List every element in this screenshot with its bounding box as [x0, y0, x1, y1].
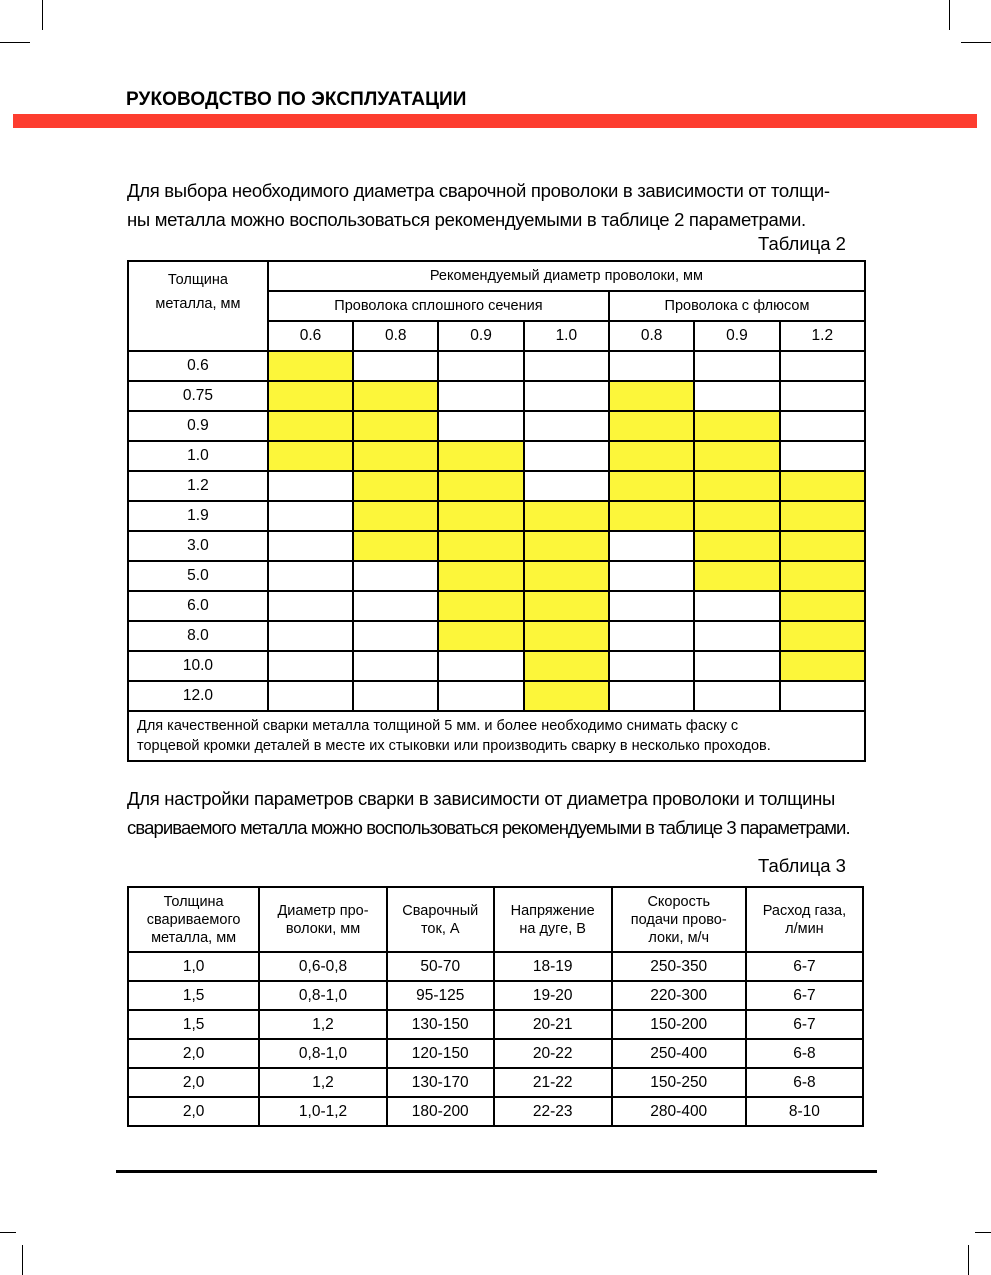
recommended-cell	[524, 621, 609, 651]
thickness-cell: 0.6	[128, 351, 268, 381]
header-accent-bar	[13, 114, 977, 128]
thickness-cell: 1.2	[128, 471, 268, 501]
empty-cell	[524, 471, 609, 501]
recommended-cell	[694, 471, 779, 501]
table3-cell: 280-400	[612, 1097, 746, 1126]
intro-line-1: Для выбора необходимого диаметра сварочной проволоки в зависимости от толщи-	[127, 180, 830, 201]
recommended-cell	[353, 471, 438, 501]
header-line: Диаметр про-	[277, 902, 369, 919]
table2-header-row-1	[128, 261, 865, 291]
table3-cell: 150-200	[612, 1010, 746, 1039]
diameter-header-cell: 0.9	[438, 321, 523, 351]
empty-cell	[353, 651, 438, 681]
table2-note-row	[128, 711, 865, 761]
recommended-cell	[438, 561, 523, 591]
recommended-cell	[694, 411, 779, 441]
table3-cell: 95-125	[387, 981, 494, 1010]
table2-row	[128, 501, 865, 531]
empty-cell	[438, 411, 523, 441]
empty-cell	[438, 381, 523, 411]
welding-parameters-table	[127, 886, 864, 1127]
table2-note	[128, 711, 865, 761]
recommended-cell	[780, 621, 865, 651]
empty-cell	[780, 381, 865, 411]
recommended-cell	[780, 501, 865, 531]
empty-cell	[609, 651, 694, 681]
table3-cell: 20-21	[494, 1010, 612, 1039]
table3-cell: 1,5	[128, 981, 259, 1010]
header-line: Расход газа,	[762, 902, 847, 919]
settings-paragraph	[127, 784, 872, 842]
footer-rule	[116, 1170, 877, 1173]
recommended-cell	[524, 561, 609, 591]
table2-row	[128, 441, 865, 471]
crop-mark	[949, 0, 950, 30]
flux-wire-header: Проволока с флюсом	[609, 291, 865, 321]
table3-row	[128, 1068, 863, 1097]
header-line: подачи прово-	[630, 911, 727, 928]
table3-cell: 1,5	[128, 1010, 259, 1039]
recommended-cell	[268, 381, 353, 411]
empty-cell	[353, 621, 438, 651]
empty-cell	[524, 381, 609, 411]
table3-header-cell	[387, 887, 494, 952]
table3-header-cell	[746, 887, 863, 952]
empty-cell	[268, 471, 353, 501]
table2-row	[128, 381, 865, 411]
recommended-cell	[609, 411, 694, 441]
recommended-cell	[609, 381, 694, 411]
crop-mark	[42, 0, 43, 30]
thickness-cell: 0.9	[128, 411, 268, 441]
header-line: Скорость	[647, 893, 711, 910]
table2-caption: Таблица 2	[758, 233, 846, 254]
empty-cell	[609, 531, 694, 561]
empty-cell	[694, 681, 779, 711]
empty-cell	[524, 411, 609, 441]
recommended-cell	[609, 501, 694, 531]
table2-row	[128, 411, 865, 441]
empty-cell	[694, 621, 779, 651]
thickness-header-line-2: металла, мм	[155, 296, 241, 312]
recommended-cell	[438, 591, 523, 621]
empty-cell	[609, 591, 694, 621]
table3-row	[128, 1010, 863, 1039]
table2-row	[128, 591, 865, 621]
recommended-cell	[438, 471, 523, 501]
empty-cell	[268, 501, 353, 531]
thickness-cell: 5.0	[128, 561, 268, 591]
header-line: Сварочный	[402, 902, 479, 919]
recommended-cell	[353, 531, 438, 561]
table3-cell: 19-20	[494, 981, 612, 1010]
recommended-cell	[780, 651, 865, 681]
table3-cell: 22-23	[494, 1097, 612, 1126]
empty-cell	[353, 681, 438, 711]
solid-wire-header: Проволока сплошного сечения	[268, 291, 609, 321]
settings-line-1: Для настройки параметров сварки в зависимости от диаметра проволоки и толщины	[127, 788, 836, 809]
wire-diameter-table	[127, 260, 866, 762]
recommended-cell	[353, 501, 438, 531]
table3-cell: 6-7	[746, 981, 863, 1010]
intro-line-2: ны металла можно воспользоваться рекомендуемыми в таблице 2 параметрами.	[127, 209, 806, 230]
table3-cell: 0,8-1,0	[259, 1039, 387, 1068]
thickness-cell: 12.0	[128, 681, 268, 711]
recommended-cell	[780, 531, 865, 561]
recommended-cell	[524, 531, 609, 561]
table3-cell: 220-300	[612, 981, 746, 1010]
empty-cell	[268, 561, 353, 591]
empty-cell	[609, 561, 694, 591]
recommended-cell	[694, 561, 779, 591]
table3-header-cell	[494, 887, 612, 952]
table3-cell: 6-8	[746, 1068, 863, 1097]
header-line: волоки, мм	[285, 920, 361, 937]
empty-cell	[438, 351, 523, 381]
table3-cell: 2,0	[128, 1097, 259, 1126]
recommended-cell	[438, 531, 523, 561]
empty-cell	[780, 441, 865, 471]
crop-mark	[0, 42, 30, 43]
table3-cell: 250-350	[612, 952, 746, 981]
recommended-cell	[524, 681, 609, 711]
recommended-cell	[353, 381, 438, 411]
recommended-cell	[438, 441, 523, 471]
empty-cell	[353, 561, 438, 591]
table3-cell: 1,0	[128, 952, 259, 981]
empty-cell	[268, 591, 353, 621]
recommended-cell	[780, 561, 865, 591]
table3-cell: 150-250	[612, 1068, 746, 1097]
diameter-header-cell: 0.8	[609, 321, 694, 351]
table3-cell: 1,2	[259, 1010, 387, 1039]
diameter-header-cell: 0.6	[268, 321, 353, 351]
diameter-header-cell: 1.2	[780, 321, 865, 351]
empty-cell	[524, 441, 609, 471]
recommended-cell	[438, 621, 523, 651]
table3-cell: 130-170	[387, 1068, 494, 1097]
header-line: Напряжение	[510, 902, 595, 919]
header-line: локи, м/ч	[648, 929, 710, 946]
empty-cell	[609, 351, 694, 381]
recommended-cell	[780, 471, 865, 501]
empty-cell	[780, 681, 865, 711]
thickness-header-line-1: Толщина	[167, 272, 228, 288]
header-line: ток, А	[420, 920, 460, 937]
table3-row	[128, 1039, 863, 1068]
crop-mark	[968, 1245, 969, 1275]
empty-cell	[353, 351, 438, 381]
empty-cell	[694, 591, 779, 621]
table2-row	[128, 681, 865, 711]
empty-cell	[268, 651, 353, 681]
recommended-cell	[268, 411, 353, 441]
table3-cell: 180-200	[387, 1097, 494, 1126]
table3-cell: 1,0-1,2	[259, 1097, 387, 1126]
empty-cell	[268, 621, 353, 651]
table3-row	[128, 981, 863, 1010]
table3-cell: 0,8-1,0	[259, 981, 387, 1010]
table3-cell: 6-7	[746, 1010, 863, 1039]
header-line: металла, мм	[151, 929, 237, 946]
table3-header-cell	[259, 887, 387, 952]
recommended-cell	[524, 591, 609, 621]
table3-cell: 18-19	[494, 952, 612, 981]
table3-cell: 2,0	[128, 1039, 259, 1068]
note-line: Для качественной сварки металла толщиной 5 мм. и более необходимо снимать фаску с	[137, 718, 739, 734]
settings-line-2: свариваемого металла можно воспользоваться рекомендуемыми в таблице 3 параметрами.	[127, 817, 850, 838]
diameter-header-cell: 1.0	[524, 321, 609, 351]
table3-row	[128, 1097, 863, 1126]
empty-cell	[780, 411, 865, 441]
empty-cell	[438, 681, 523, 711]
table3-cell: 6-7	[746, 952, 863, 981]
recommended-diameter-header: Рекомендуемый диаметр проволоки, мм	[268, 261, 865, 291]
thickness-cell: 1.0	[128, 441, 268, 471]
thickness-cell: 6.0	[128, 591, 268, 621]
table3-cell: 6-8	[746, 1039, 863, 1068]
table3-header-row	[128, 887, 863, 952]
empty-cell	[694, 651, 779, 681]
recommended-cell	[694, 531, 779, 561]
empty-cell	[694, 351, 779, 381]
crop-mark	[22, 1245, 23, 1275]
empty-cell	[268, 531, 353, 561]
table3-row	[128, 952, 863, 981]
table3-header-cell	[128, 887, 259, 952]
empty-cell	[694, 381, 779, 411]
table3-cell: 1,2	[259, 1068, 387, 1097]
recommended-cell	[609, 471, 694, 501]
header-line: на дуге, В	[519, 920, 586, 937]
table2-row	[128, 621, 865, 651]
empty-cell	[353, 591, 438, 621]
empty-cell	[780, 351, 865, 381]
empty-cell	[438, 651, 523, 681]
table3-caption: Таблица 3	[758, 855, 846, 876]
empty-cell	[609, 681, 694, 711]
table3-cell: 50-70	[387, 952, 494, 981]
note-line: торцевой кромки деталей в месте их стыковки или производить сварку в несколько проходов.	[137, 738, 771, 754]
empty-cell	[524, 351, 609, 381]
thickness-cell: 3.0	[128, 531, 268, 561]
table2-row	[128, 351, 865, 381]
table2-row	[128, 561, 865, 591]
crop-mark	[0, 1232, 16, 1233]
recommended-cell	[353, 411, 438, 441]
table3-cell: 21-22	[494, 1068, 612, 1097]
thickness-cell: 1.9	[128, 501, 268, 531]
table3-cell: 130-150	[387, 1010, 494, 1039]
recommended-cell	[609, 441, 694, 471]
empty-cell	[609, 621, 694, 651]
table3-cell: 0,6-0,8	[259, 952, 387, 981]
intro-paragraph	[127, 176, 872, 234]
header-line: свариваемого	[146, 911, 241, 928]
recommended-cell	[780, 591, 865, 621]
table3-cell: 120-150	[387, 1039, 494, 1068]
recommended-cell	[268, 351, 353, 381]
table2-row	[128, 531, 865, 561]
table3-cell: 8-10	[746, 1097, 863, 1126]
crop-mark	[961, 42, 991, 43]
recommended-cell	[268, 441, 353, 471]
thickness-header	[128, 261, 268, 351]
crop-mark	[975, 1232, 991, 1233]
thickness-cell: 0.75	[128, 381, 268, 411]
table3-cell: 20-22	[494, 1039, 612, 1068]
recommended-cell	[524, 651, 609, 681]
diameter-header-cell: 0.9	[694, 321, 779, 351]
table3-cell: 250-400	[612, 1039, 746, 1068]
table2-row	[128, 471, 865, 501]
recommended-cell	[694, 501, 779, 531]
diameter-header-cell: 0.8	[353, 321, 438, 351]
recommended-cell	[353, 441, 438, 471]
page-header-title: РУКОВОДСТВО ПО ЭКСПЛУАТАЦИИ	[126, 89, 467, 110]
table3-header-cell	[612, 887, 746, 952]
header-line: л/мин	[785, 920, 824, 937]
header-line: Толщина	[163, 893, 224, 910]
table3-cell: 2,0	[128, 1068, 259, 1097]
thickness-cell: 10.0	[128, 651, 268, 681]
recommended-cell	[524, 501, 609, 531]
recommended-cell	[438, 501, 523, 531]
thickness-cell: 8.0	[128, 621, 268, 651]
empty-cell	[268, 681, 353, 711]
recommended-cell	[694, 441, 779, 471]
table2-row	[128, 651, 865, 681]
